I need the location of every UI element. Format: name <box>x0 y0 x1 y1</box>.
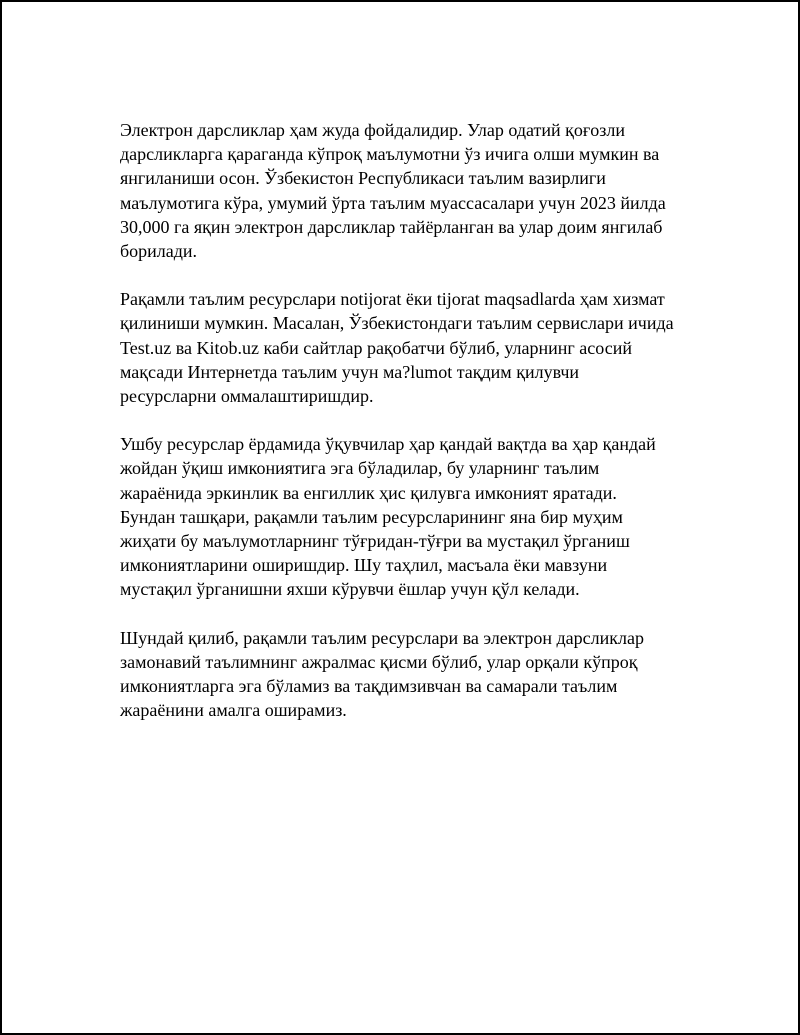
paragraph-4 <box>120 626 700 723</box>
text-line: Шундай қилиб, рақамли таълим ресурслари ва электрон дарсликлар <box>120 627 644 648</box>
text-line: қилиниши мумкин. Масалан, Ўзбекистондаги таълим сервислари ичида <box>120 313 674 334</box>
text-line: янгиланиши осон. Ўзбекистон Республикаси таълим вазирлиги <box>120 168 606 189</box>
text-line: имкониятларга эга бўламиз ва тақдимзивчан ва самарали таълим <box>120 676 618 697</box>
paragraph-3 <box>120 432 700 601</box>
document-body <box>120 118 700 746</box>
paragraph-1 <box>120 118 700 263</box>
text-line: замонавий таълимнинг ажралмас қисми бўлиб, улар орқали кўпроқ <box>120 651 638 672</box>
text-line: Электрон дарсликлар ҳам жуда фойдалидир. Улар одатий қоғозли <box>120 120 625 140</box>
text-line: ресурсларни оммалаштиришдир. <box>120 386 374 407</box>
text-line: жараёнини амалга оширамиз. <box>120 700 347 721</box>
text-line: Рақамли таълим ресурслари notijorat ёки tijorat maqsadlarda ҳам хизмат <box>120 289 665 310</box>
text-line: жараёнида эркинлик ва енгиллик ҳис қилувга имконият яратади. <box>120 482 617 503</box>
text-line: маълумотига кўра, умумий ўрта таълим муассасалари учун 2023 йилда <box>120 192 666 213</box>
paragraph-2 <box>120 287 700 408</box>
text-line: Test.uz ва Kitob.uz каби сайтлар рақобатчи бўлиб, уларнинг асосий <box>120 337 632 358</box>
text-line: дарсликларга қараганда кўпроқ маълумотни ўз ичига олши мумкин ва <box>120 144 660 165</box>
text-line: 30,000 га яқин электрон дарсликлар тайёрланган ва улар доим янгилаб <box>120 216 663 237</box>
text-line: Бундан ташқари, рақамли таълим ресурсларининг яна бир муҳим <box>120 506 623 527</box>
text-line: мақсади Интернетда таълим учун ма?lumot тақдим қилувчи <box>120 361 580 382</box>
text-line: имкониятларини оширишдир. Шу таҳлил, масъала ёки мавзуни <box>120 555 608 576</box>
text-line: борилади. <box>120 241 198 262</box>
text-line: жойдан ўқиш имкониятига эга бўладилар, бу уларнинг таълим <box>120 458 600 479</box>
text-line: жиҳати бу маълумотларнинг тўғридан-тўғри ва мустақил ўрганиш <box>120 531 630 552</box>
text-line: мустақил ўрганишни яхши кўрувчи ёшлар учун қўл келади. <box>120 579 580 600</box>
text-line: Ушбу ресурслар ёрдамида ўқувчилар ҳар қандай вақтда ва ҳар қандай <box>120 434 656 455</box>
